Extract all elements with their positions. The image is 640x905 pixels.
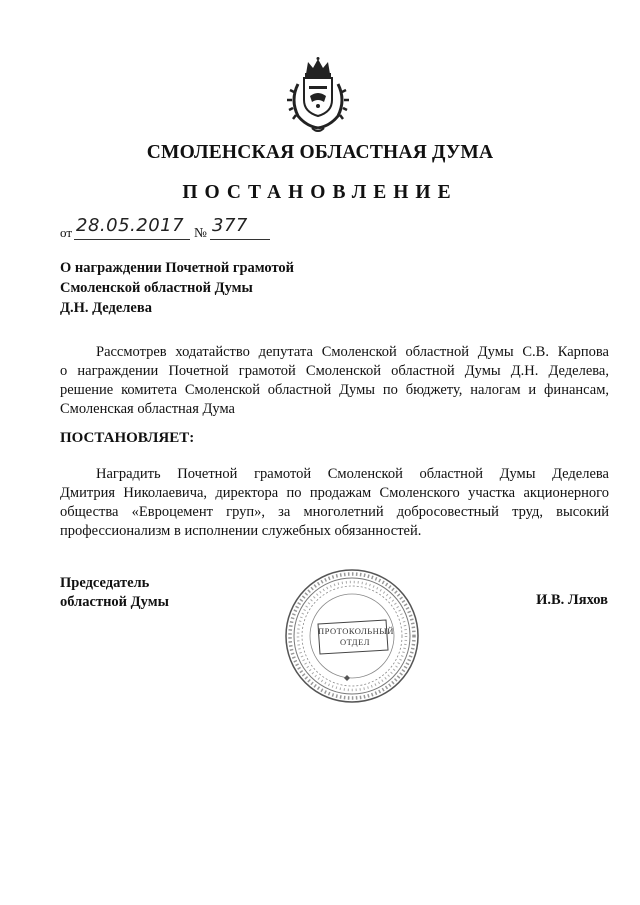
resolve-heading: ПОСТАНОВЛЯЕТ: <box>60 430 195 446</box>
stamp-line: ПРОТОКОЛЬНЫЙ <box>318 626 394 636</box>
paragraph-line: Наградить Почетной грамотой Смоленской областной Думы Деделева <box>96 466 609 482</box>
preamble-paragraph <box>60 343 609 419</box>
stamp-line: ОТДЕЛ <box>340 637 370 647</box>
paragraph-line: решение комитета Смоленской областной Думы по бюджету, налогам и финансам, <box>60 382 609 398</box>
paragraph-line: профессионализм в исполнении служебных обязанностей. <box>60 523 422 539</box>
paragraph-line: Смоленская областная Дума <box>60 401 235 417</box>
signer-title <box>60 574 169 612</box>
subject-line: Смоленской областной Думы <box>60 280 253 296</box>
document-meta-line <box>60 215 280 241</box>
date-underline <box>74 239 190 240</box>
document-type-heading: ПОСТАНОВЛЕНИЕ <box>182 182 458 203</box>
signer-title-line: Председатель <box>60 575 150 591</box>
date-label: от <box>60 225 73 240</box>
signer-name: И.В. Ляхов <box>536 592 608 608</box>
coat-of-arms-icon <box>276 56 360 136</box>
number-label: № <box>194 225 207 240</box>
paragraph-line: о награждении Почетной грамотой Смоленской областной Думы Д.Н. Деделева, <box>60 363 609 379</box>
document-date: 28.05.2017 <box>76 215 185 236</box>
subject-line: О награждении Почетной грамотой <box>60 260 295 276</box>
signer-title-line: областной Думы <box>60 594 169 610</box>
paragraph-line: Дмитрия Николаевича, директора по продажам Смоленского участка акционерного <box>60 485 609 501</box>
number-underline <box>210 239 270 240</box>
document-number: 377 <box>212 215 248 236</box>
resolution-paragraph <box>60 465 609 541</box>
subject-line: Д.Н. Деделева <box>60 300 152 316</box>
paragraph-line: Рассмотрев ходатайство депутата Смоленской областной Думы С.В. Карпова <box>96 344 609 360</box>
organization-title: СМОЛЕНСКАЯ ОБЛАСТНАЯ ДУМА <box>146 142 494 163</box>
paragraph-line: общества «Евроцемент груп», за многолетний добросовестный труд, высокий <box>60 504 609 520</box>
document-subject <box>60 258 360 318</box>
stamp-center-text <box>318 626 392 648</box>
